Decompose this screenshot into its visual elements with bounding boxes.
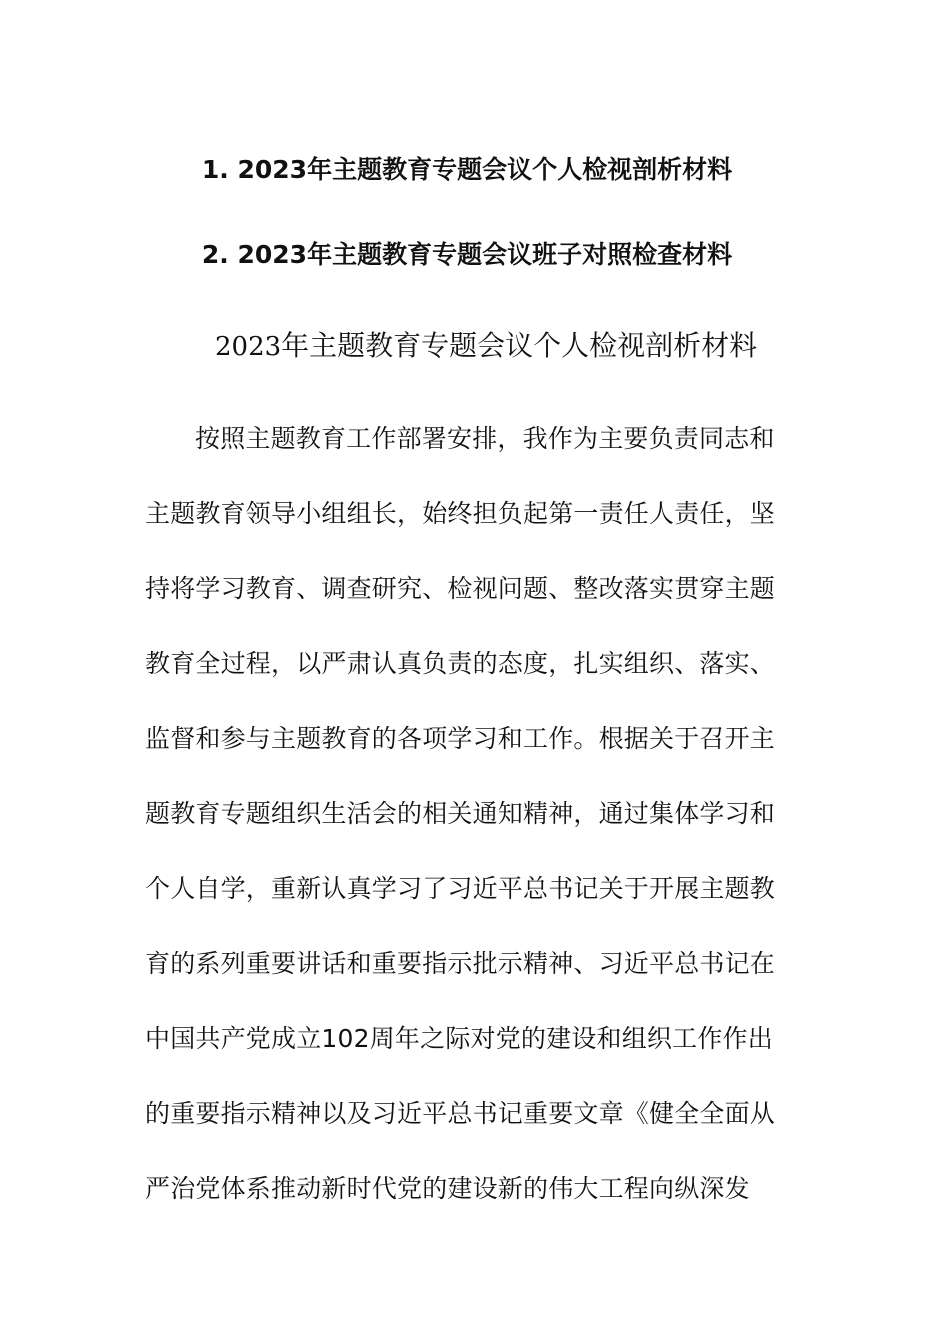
body-line: 监督和参与主题教育的各项学习和工作。根据关于召开主 (145, 724, 776, 753)
body-line: 中国共产党成立102周年之际对党的建设和组织工作作出 (145, 1024, 773, 1053)
body-line: 育的系列重要讲话和重要指示批示精神、习近平总书记在 (145, 949, 776, 978)
body-line: 题教育专题组织生活会的相关通知精神，通过集体学习和 (145, 799, 776, 828)
toc-item-2: 2. 2023年主题教育专题会议班子对照检查材料 (201, 240, 733, 269)
body-line: 主题教育领导小组组长，始终担负起第一责任人责任，坚 (145, 499, 776, 528)
document-title-text: 年主题教育专题会议个人检视剖析材料 (281, 329, 758, 362)
body-line: 教育全过程，以严肃认真负责的态度，扎实组织、落实、 (145, 649, 776, 678)
document-title-year: 2023 (215, 332, 282, 362)
body-line: 的重要指示精神以及习近平总书记重要文章《健全全面从 (145, 1099, 776, 1128)
body-paragraph (145, 401, 795, 1226)
body-line: 按照主题教育工作部署安排，我作为主要负责同志和 (195, 424, 775, 453)
document-title (215, 328, 757, 365)
toc-item-1: 1. 2023年主题教育专题会议个人检视剖析材料 (201, 155, 733, 184)
body-line: 严治党体系推动新时代党的建设新的伟大工程向纵深发 (145, 1174, 750, 1203)
body-line: 个人自学，重新认真学习了习近平总书记关于开展主题教 (145, 874, 776, 903)
body-line: 持将学习教育、调查研究、检视问题、整改落实贯穿主题 (145, 574, 776, 603)
